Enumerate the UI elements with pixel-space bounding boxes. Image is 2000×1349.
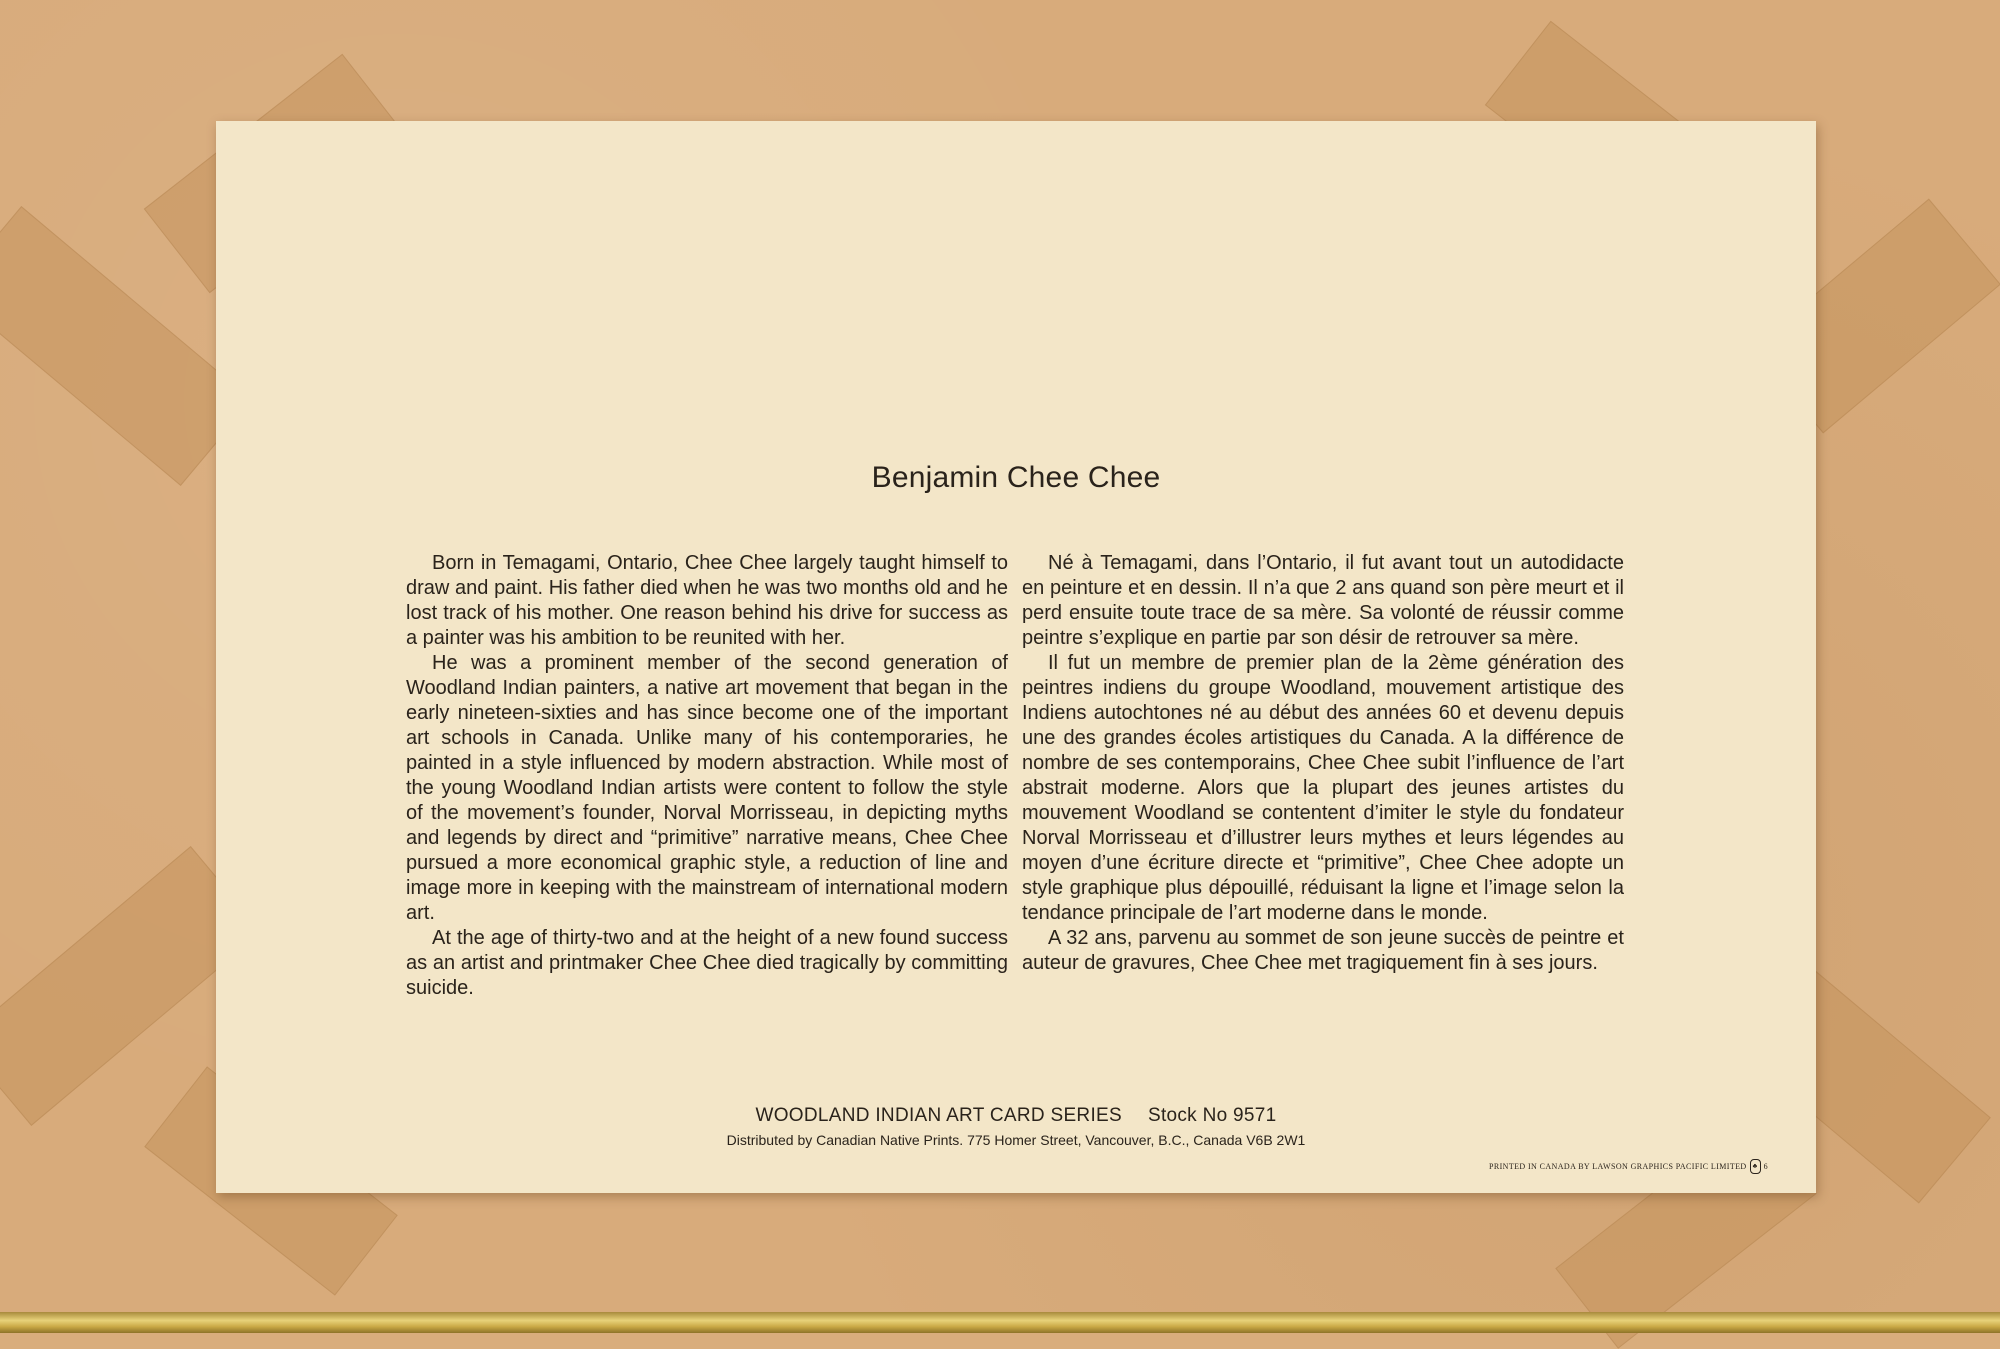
gold-frame-edge <box>0 1312 2000 1333</box>
english-paragraph: He was a prominent member of the second generation of Woodland Indian painters, a native art movement that began in the early nineteen-sixties and has since become one of the important art schools in Canada. Unlike many of his contemporaries, he painted in a style influenced by modern abstraction. While most of the young Woodland Indian artists were content to follow the style of the movement’s founder, Norval Morrisseau, in depicting myths and legends by direct and “primitive” narrative means, Chee Chee pursued a more economical graphic style, a reduction of line and image more in keeping with the mainstream of international modern art. <box>406 652 1008 924</box>
french-paragraph: Il fut un membre de premier plan de la 2ème génération des peintres indiens du groupe Woodland, mouvement artistique des Indiens autochtones né au début des années 60 et devenu depuis une des grandes écoles artistiques du Canada. A la différence de nombre de ses contemporains, Chee Chee subit l’influence de l’art abstrait moderne. Alors que la plupart des jeunes artistes du mouvement Woodland se contentent d’imiter le style du fondateur Norval Morrisseau et d’illustrer leurs mythes et leurs légendes au moyen d’une écriture directe et “primitive”, Chee Chee adopte un style graphique plus dépouillé, réduisant la ligne et l’image selon la tendance principale de l’art moderne dans le monde. <box>1022 652 1624 924</box>
distributor-line: Distributed by Canadian Native Prints. 775 Homer Street, Vancouver, B.C., Canada V6B 2W1 <box>726 1132 1306 1148</box>
french-paragraph: Né à Temagami, dans l’Ontario, il fut avant tout un autodidacte en peinture et en dessin. Il n’a que 2 ans quand son père meurt et il perd ensuite toute trace de sa mère. Sa volonté de réussir comme peintre s’explique en partie par son désir de retrouver sa mère. <box>1022 552 1624 649</box>
printer-imprint <box>1489 1159 1768 1174</box>
info-card <box>216 121 1816 1193</box>
english-paragraph: At the age of thirty-two and at the height of a new found success as an artist and printmaker Chee Chee died tragically by committing suicide. <box>406 927 1008 999</box>
french-paragraph: A 32 ans, parvenu au sommet de son jeune succès de peintre et auteur de gravures, Chee Chee met tragiquement fin à ses jours. <box>1022 927 1624 974</box>
imprint-suffix: 6 <box>1763 1162 1768 1171</box>
card-title: Benjamin Chee Chee <box>871 461 1161 494</box>
series-line <box>216 1105 1816 1127</box>
english-paragraph: Born in Temagami, Ontario, Chee Chee largely taught himself to draw and paint. His father died when he was two months old and he lost track of his mother. One reason behind his drive for success as a painter was his ambition to be reunited with her. <box>406 552 1008 649</box>
stock-number: Stock No 9571 <box>1147 1105 1277 1126</box>
union-bug-icon: ♣ <box>1750 1159 1761 1174</box>
series-name: WOODLAND INDIAN ART CARD SERIES <box>755 1105 1122 1126</box>
french-column <box>1022 551 1624 976</box>
english-column <box>406 551 1008 1001</box>
imprint-text: PRINTED IN CANADA BY LAWSON GRAPHICS PACIFIC LIMITED <box>1489 1162 1747 1171</box>
